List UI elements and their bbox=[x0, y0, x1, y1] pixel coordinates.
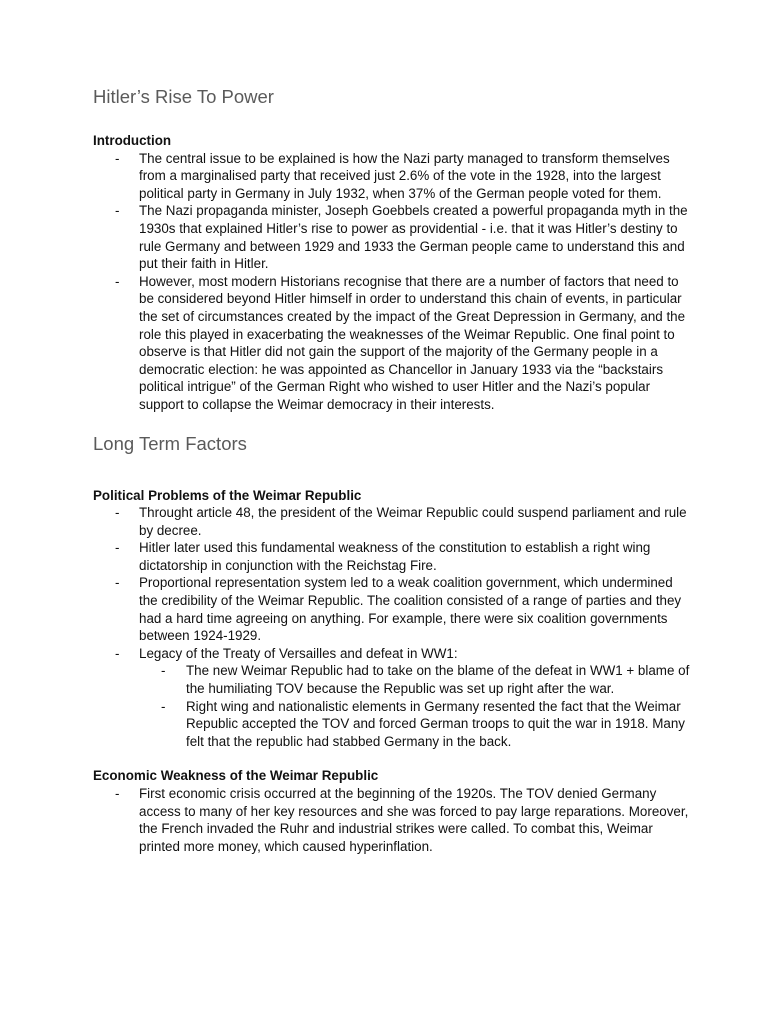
list-item-text: Hitler later used this fundamental weakness of the constitution to establish a right wing dictatorship in conjunction with the Reichstag Fire. bbox=[139, 540, 651, 573]
long-term-factors-title: Long Term Factors bbox=[93, 432, 247, 454]
list-item bbox=[93, 574, 693, 644]
introduction-heading: Introduction bbox=[93, 133, 172, 148]
list-item-text: The Nazi propaganda minister, Joseph Goebbels created a powerful propaganda myth in the 1930s that explained Hitler’s rise to power as providential - i.e. that it was Hitler’s destiny to rule Germany and between 1929 and 1933 the German people came to understand this and put their faith in Hitler. bbox=[139, 203, 688, 272]
political-problems-heading: Political Problems of the Weimar Republic bbox=[93, 487, 362, 503]
list-item bbox=[93, 150, 693, 203]
list-item bbox=[93, 785, 693, 855]
list-item-text: Throught article 48, the president of the Weimar Republic could suspend parliament and rule by decree. bbox=[139, 505, 687, 538]
list-item-text: First economic crisis occurred at the beginning of the 1920s. The TOV denied Germany access to many of her key resources and she was forced to pay large reparations. Moreover, the French invaded the Ruhr and industrial strikes were called. To combat this, Weimar printed more money, which caused hyperinflation. bbox=[139, 786, 689, 854]
dash-bullet: - bbox=[161, 698, 166, 714]
list-item bbox=[93, 273, 693, 414]
list-item bbox=[93, 539, 693, 574]
list-item-text: Legacy of the Treaty of Versailles and defeat in WW1: bbox=[139, 645, 458, 661]
document-title: Hitler’s Rise To Power bbox=[93, 86, 274, 107]
dash-bullet: - bbox=[115, 786, 120, 801]
dash-bullet: - bbox=[115, 645, 120, 661]
dash-bullet: - bbox=[115, 150, 120, 166]
introduction-list bbox=[93, 150, 693, 414]
sublist-item bbox=[139, 662, 693, 697]
list-item-text: The central issue to be explained is how the Nazi party managed to transform themselves from a marginalised party that received just 2.6% of the vote in the 1928, into the largest political party in Germany in July 1932, when 37% of the German people voted for them. bbox=[139, 150, 670, 201]
political-problems-list bbox=[93, 504, 693, 750]
sublist-item-text: Right wing and nationalistic elements in Germany resented the fact that the Weimar Republic accepted the TOV and forced German troops to quit the war in 1918. Many felt that the republic had stabbed Germany in the back. bbox=[186, 698, 685, 749]
list-item bbox=[93, 504, 693, 539]
dash-bullet: - bbox=[161, 663, 166, 679]
sublist-item-text: The new Weimar Republic had to take on the blame of the defeat in WW1 + blame of the humiliating TOV because the Republic was set up right after the war. bbox=[186, 663, 690, 697]
versailles-sublist bbox=[139, 662, 693, 750]
list-item-text: However, most modern Historians recognise that there are a number of factors that need to be considered beyond Hitler himself in order to understand this chain of events, in particular the set of circumstances created by the impact of the Great Depression in Germany, and the role this played in exacerbating the weaknesses of the Weimar Republic. One final point to observe is that Hitler did not gain the support of the majority of the Germany people in a democratic election: he was appointed as Chancellor in January 1933 via the “backstairs political intrigue” of the German Right who wished to user Hitler and the Nazi’s popular support to collapse the Weimar democracy in their interests. bbox=[139, 273, 686, 412]
economic-weakness-heading: Economic Weakness of the Weimar Republic bbox=[93, 768, 379, 784]
dash-bullet: - bbox=[115, 575, 120, 591]
list-item bbox=[93, 645, 693, 751]
dash-bullet: - bbox=[115, 540, 120, 556]
dash-bullet: - bbox=[115, 203, 120, 219]
economic-weakness-list bbox=[93, 785, 693, 855]
document-page bbox=[93, 84, 693, 855]
sublist-item bbox=[139, 698, 693, 751]
list-item bbox=[93, 202, 693, 272]
dash-bullet: - bbox=[115, 505, 120, 521]
list-item-text: Proportional representation system led to a weak coalition government, which undermined the credibility of the Weimar Republic. The coalition consisted of a range of parties and they had a hard time agreeing on anything. For example, there were six coalition governments between 1924-1929. bbox=[139, 575, 682, 644]
dash-bullet: - bbox=[115, 273, 120, 289]
